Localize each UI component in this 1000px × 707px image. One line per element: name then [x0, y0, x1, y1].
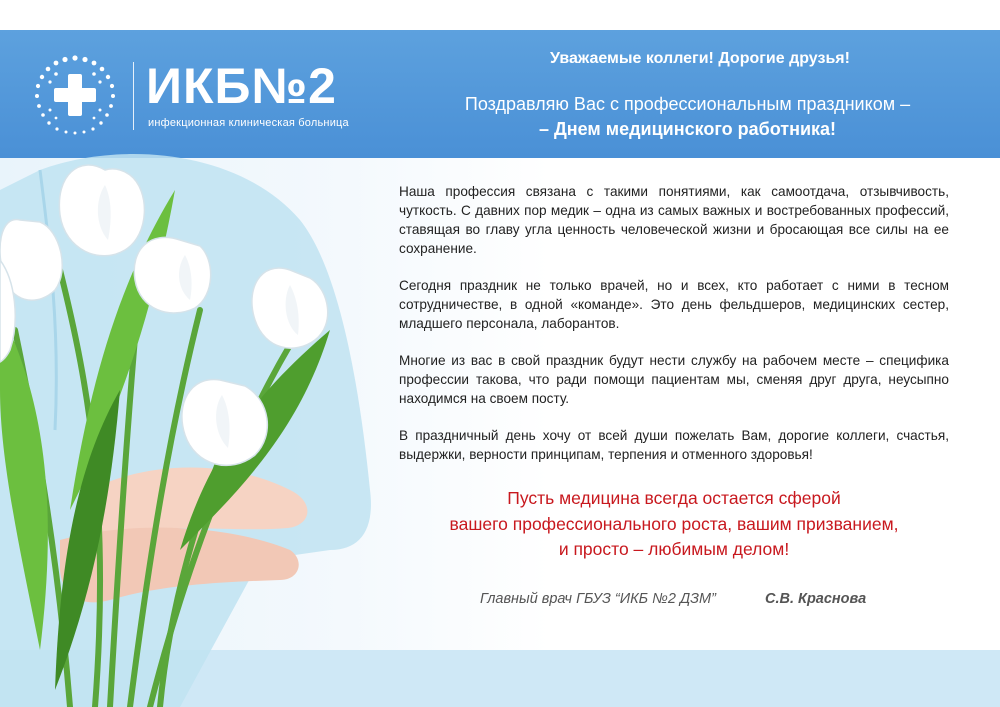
- tulips-illustration: [0, 130, 380, 707]
- wish-line: и просто – любимым делом!: [558, 539, 790, 559]
- greeting-heading: Уважаемые коллеги! Дорогие друзья!: [550, 50, 850, 67]
- congrats-line: Поздравляю Вас с профессиональным праздником –: [464, 94, 911, 114]
- wish-line: вашего профессионального роста, вашим призванием,: [449, 513, 899, 534]
- top-margin: [0, 0, 1000, 30]
- signature-title: Главный врач ГБУЗ “ИКБ №2 ДЗМ”: [480, 591, 716, 607]
- letter-paragraph: Многие из вас в свой праздник будут нести службу на рабочем месте – специфика профессии такова, что ради помощи пациентам мы, сменяя друг друга, неусыпно находимся на своем посту.: [399, 353, 949, 406]
- congrats-heading: [400, 92, 975, 142]
- logo-subtitle: инфекционная клиническая больница: [148, 117, 349, 129]
- medical-cross-icon: [32, 52, 118, 138]
- wish-line: Пусть медицина всегда остается сферой: [507, 488, 841, 508]
- letter-paragraph: В праздничный день хочу от всей души пожелать Вам, дорогие коллеги, счастья, выдержки, верности принципам, терпения и отменного здоровья!: [399, 428, 949, 462]
- logo-divider: [133, 62, 134, 130]
- signer-name: С.В. Краснова: [765, 591, 867, 607]
- logo-name: ИКБ№2: [146, 58, 337, 114]
- letter-paragraph: Сегодня праздник не только врачей, но и всех, кто работает с ними в тесном сотрудничестве, в одной «команде». Это день фельдшеров, медицинских сестер, младшего персонала, лаборантов.: [399, 278, 949, 331]
- wish-block: [400, 486, 948, 563]
- letter-paragraph: Наша профессия связана с такими понятиями, как самоотдача, отзывчивость, чуткость. С давних пор медик – одна из самых важных и востребованных профессий, ставящая во главу угла ценность человеческой жизни и бросающая все силы на ее сохранение.: [399, 184, 949, 256]
- letter-body: [399, 182, 949, 482]
- congrats-line: – Днем медицинского работника!: [538, 119, 837, 139]
